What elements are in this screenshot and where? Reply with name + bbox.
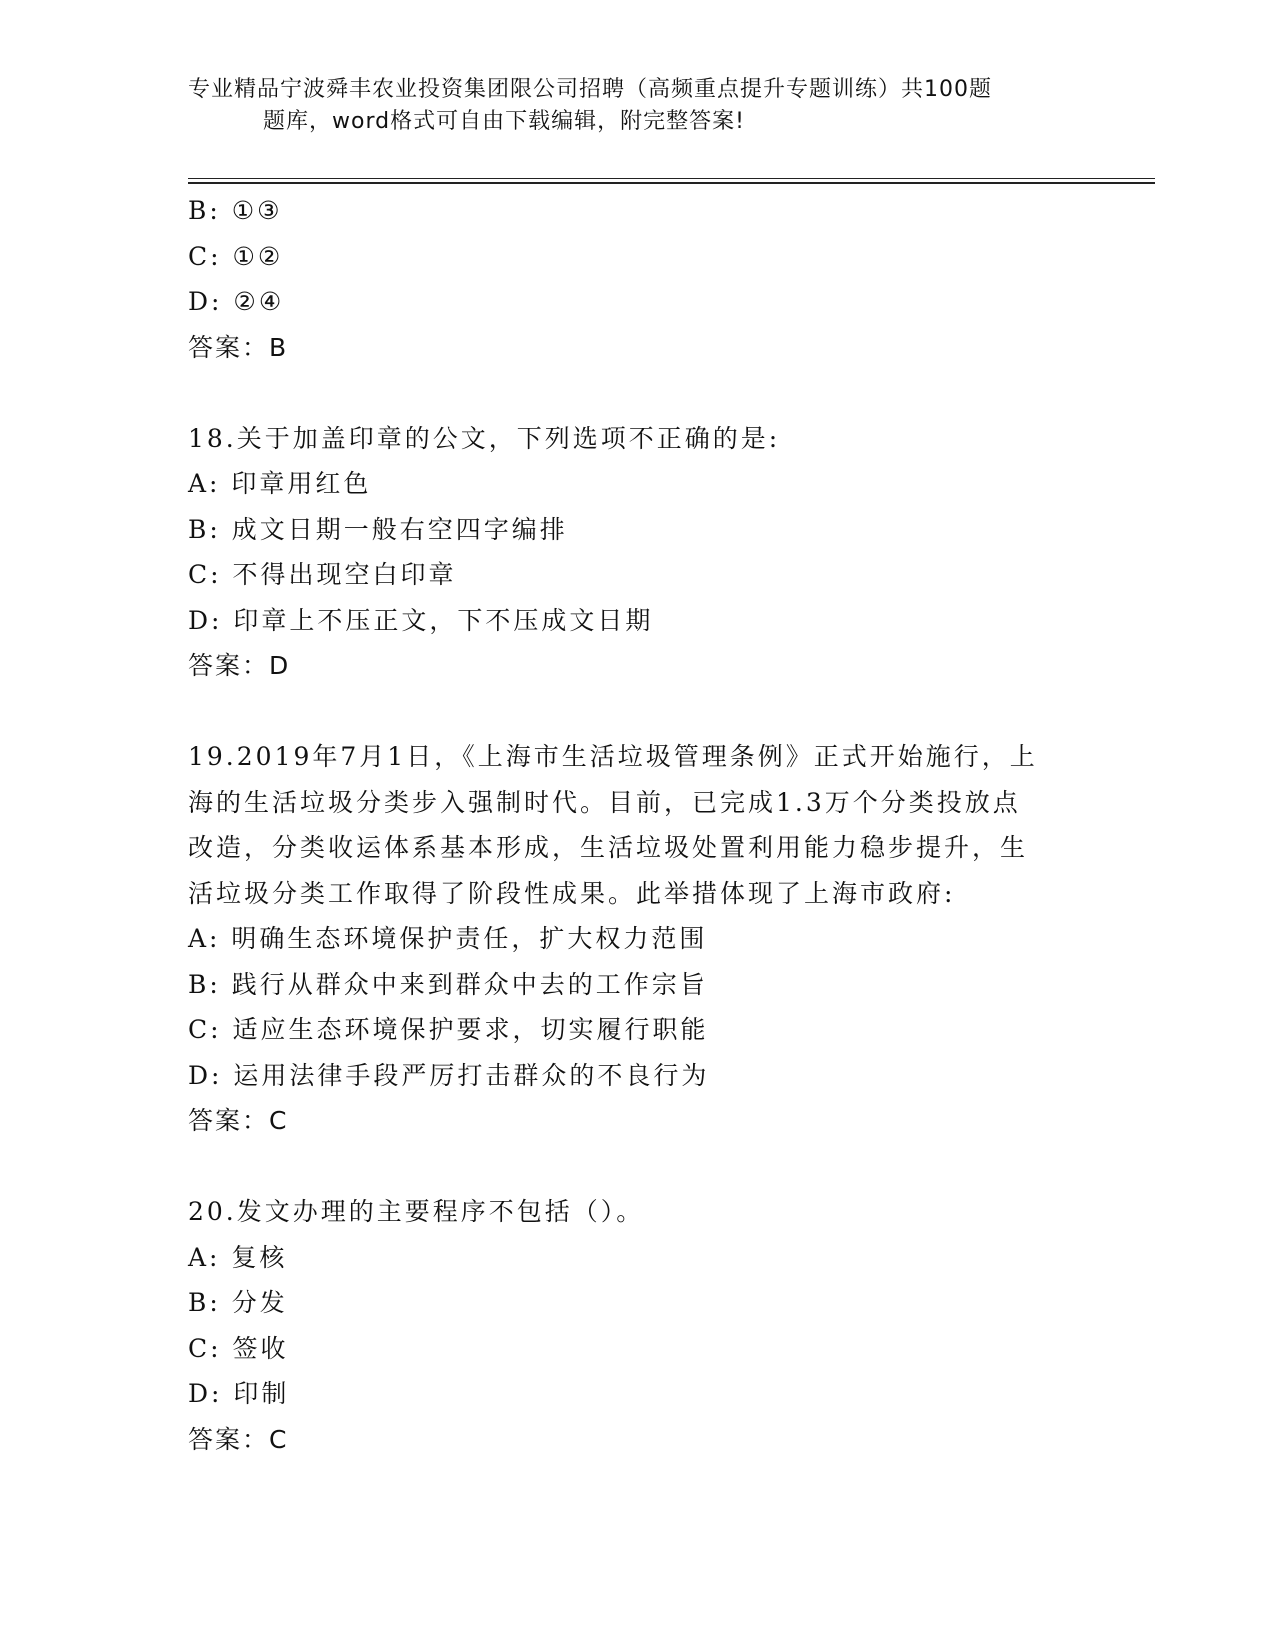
q20-option-c: C: 签收 xyxy=(188,1333,289,1363)
spacer xyxy=(188,370,1088,416)
q18-answer: 答案：D xyxy=(188,651,291,680)
document-body xyxy=(188,188,1088,1462)
q17-option-d: D: ②④ xyxy=(188,287,285,316)
q18-option-b: B: 成文日期一般右空四字编排 xyxy=(188,514,568,544)
q18-question: 18.关于加盖印章的公文，下列选项不正确的是: xyxy=(188,423,781,453)
question-17 xyxy=(188,188,1088,370)
q20-option-d: D: 印制 xyxy=(188,1379,290,1408)
question-19 xyxy=(188,734,1088,1144)
q17-option-b: B: ①③ xyxy=(188,196,283,225)
q17-answer: 答案：B xyxy=(188,332,289,362)
q19-option-d: D: 运用法律手段严厉打击群众的不良行为 xyxy=(188,1060,710,1090)
q20-option-b: B: 分发 xyxy=(188,1288,288,1317)
header-line-2: 题库，word格式可自由下载编辑，附完整答案! xyxy=(263,109,745,134)
q19-option-c: C: 适应生态环境保护要求，切实履行职能 xyxy=(188,1015,709,1044)
q19-question-line: 活垃圾分类工作取得了阶段性成果。此举措体现了上海市政府: xyxy=(188,878,956,908)
spacer xyxy=(188,1144,1088,1190)
header-rule-thick xyxy=(188,182,1155,184)
q20-option-a: A: 复核 xyxy=(188,1242,288,1272)
question-20 xyxy=(188,1189,1088,1462)
q19-option-b: B: 践行从群众中来到群众中去的工作宗旨 xyxy=(188,969,708,999)
q20-answer: 答案：C xyxy=(188,1424,289,1454)
header-line-1: 专业精品宁波舜丰农业投资集团限公司招聘（高频重点提升专题训练）共100题 xyxy=(188,77,992,102)
q19-question-line: 改造，分类收运体系基本形成，生活垃圾处置利用能力稳步提升，生 xyxy=(188,833,1029,862)
q18-option-d: D: 印章上不压正文，下不压成文日期 xyxy=(188,605,654,635)
q18-option-c: C: 不得出现空白印章 xyxy=(188,560,457,589)
q20-question: 20.发文办理的主要程序不包括（）。 xyxy=(188,1197,645,1226)
spacer xyxy=(188,689,1088,735)
q17-option-c: C: ①② xyxy=(188,241,284,271)
q18-option-a: A: 印章用红色 xyxy=(188,469,372,498)
q19-option-a: A: 明确生态环境保护责任，扩大权力范围 xyxy=(188,924,708,953)
q19-question-line: 海的生活垃圾分类步入强制时代。目前，已完成1.3万个分类投放点 xyxy=(188,787,1021,817)
header-rule-thin xyxy=(188,178,1155,179)
q19-question-line: 19.2019年7月1日，《上海市生活垃圾管理条例》正式开始施行，上 xyxy=(188,742,1038,771)
question-18 xyxy=(188,416,1088,689)
document-header xyxy=(188,74,1088,138)
q19-answer: 答案：C xyxy=(188,1106,289,1135)
